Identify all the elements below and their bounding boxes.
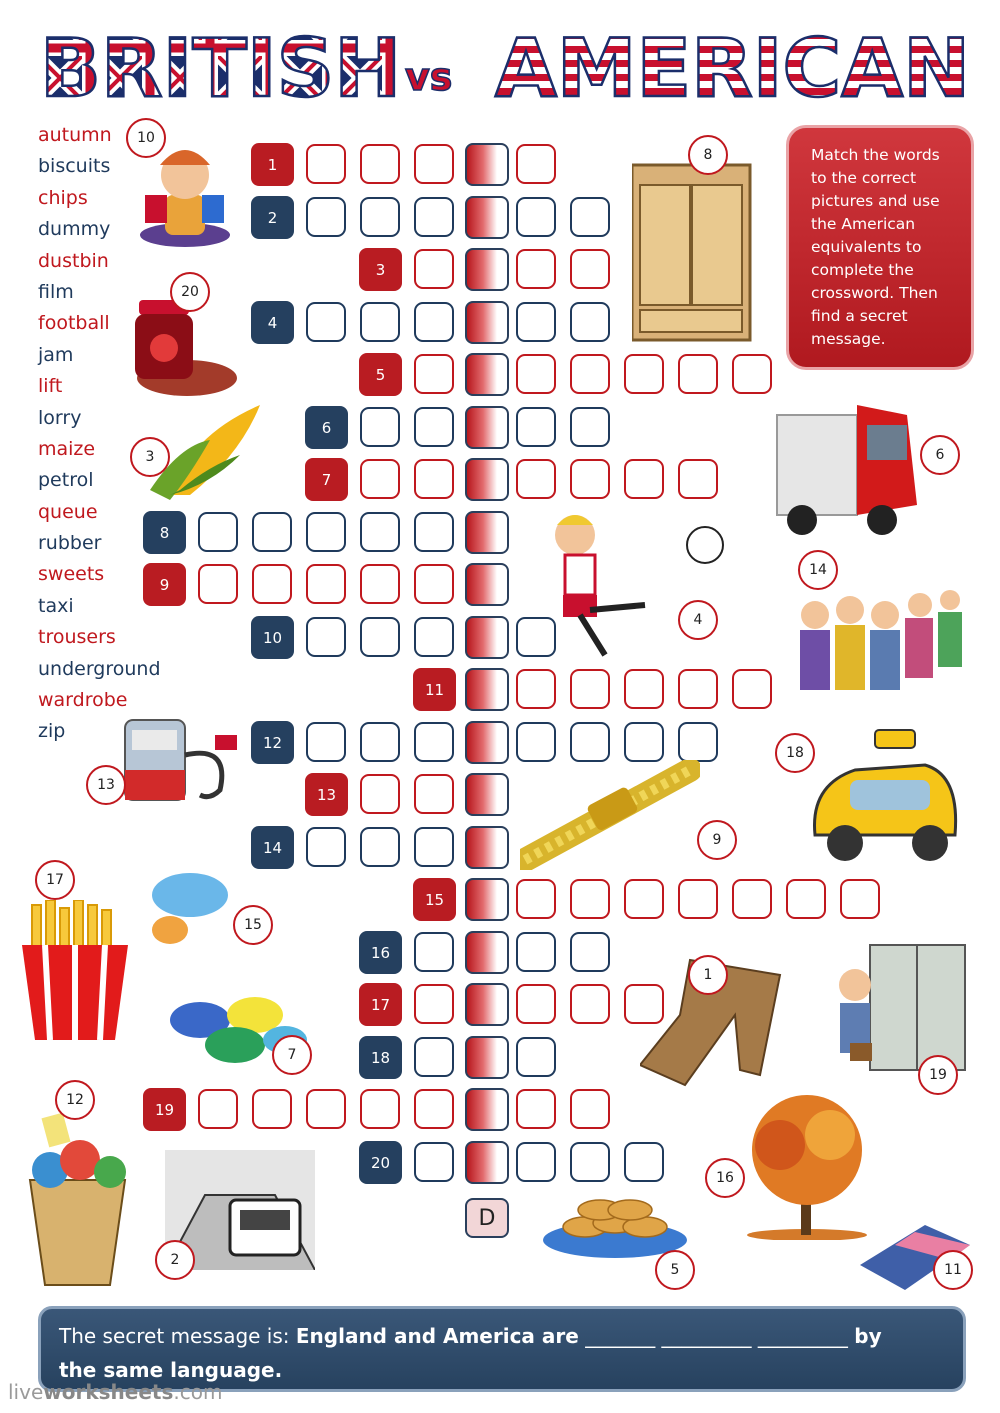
- letter-cell[interactable]: [570, 249, 610, 289]
- secret-letter-cell[interactable]: [465, 1036, 509, 1079]
- clue-number: 13: [305, 773, 348, 816]
- letter-cell[interactable]: [516, 932, 556, 972]
- word-list-item: wardrobe: [38, 689, 128, 712]
- word-list-item: dustbin: [38, 249, 109, 272]
- secret-message-prefix: The secret message is:: [59, 1324, 296, 1348]
- letter-cell[interactable]: [678, 459, 718, 499]
- letter-cell[interactable]: [306, 564, 346, 604]
- letter-cell[interactable]: [516, 144, 556, 184]
- letter-cell[interactable]: [516, 669, 556, 709]
- secret-letter-cell[interactable]: [465, 511, 509, 554]
- picture-number-badge: 17: [35, 860, 75, 900]
- letter-cell[interactable]: [198, 564, 238, 604]
- word-list-item: maize: [38, 437, 96, 460]
- word-list-item: rubber: [38, 532, 102, 555]
- letter-cell[interactable]: [624, 879, 664, 919]
- letter-cell[interactable]: [516, 249, 556, 289]
- letter-cell[interactable]: [360, 512, 400, 552]
- picture-number-badge: 14: [798, 550, 838, 590]
- lift-picture: [830, 925, 970, 1075]
- letter-cell[interactable]: [570, 984, 610, 1024]
- letter-cell[interactable]: [516, 302, 556, 342]
- picture-number-badge: 2: [155, 1240, 195, 1280]
- letter-cell[interactable]: [360, 774, 400, 814]
- clue-number: 12: [251, 721, 294, 764]
- letter-cell[interactable]: [360, 1089, 400, 1129]
- letter-cell[interactable]: [360, 144, 400, 184]
- wardrobe-picture: [632, 160, 752, 342]
- letter-cell[interactable]: [516, 197, 556, 237]
- letter-cell[interactable]: [624, 354, 664, 394]
- title-vs: vs: [405, 55, 453, 99]
- letter-cell[interactable]: [360, 827, 400, 867]
- clue-number: 5: [359, 353, 402, 396]
- word-list-item: queue: [38, 500, 98, 523]
- letter-cell[interactable]: [414, 722, 454, 762]
- letter-cell[interactable]: [516, 1089, 556, 1129]
- clue-number: 8: [143, 511, 186, 554]
- letter-cell[interactable]: [732, 669, 772, 709]
- letter-cell[interactable]: [360, 407, 400, 447]
- clue-number: 18: [359, 1036, 402, 1079]
- letter-cell[interactable]: [414, 354, 454, 394]
- letter-cell[interactable]: [198, 512, 238, 552]
- letter-cell[interactable]: [624, 669, 664, 709]
- secret-letter-cell[interactable]: [465, 248, 509, 291]
- letter-cell[interactable]: [570, 407, 610, 447]
- letter-cell[interactable]: [360, 564, 400, 604]
- zip-picture: [520, 760, 700, 870]
- picture-number-badge: 6: [920, 435, 960, 475]
- letter-cell[interactable]: [306, 302, 346, 342]
- letter-cell[interactable]: [306, 512, 346, 552]
- letter-cell[interactable]: [786, 879, 826, 919]
- word-list-item: biscuits: [38, 155, 111, 178]
- letter-cell[interactable]: [570, 459, 610, 499]
- title-american: AMERICAN: [495, 22, 971, 113]
- word-list-item: zip: [38, 720, 66, 743]
- secret-letter-cell[interactable]: [465, 196, 509, 239]
- letter-cell[interactable]: [516, 722, 556, 762]
- secret-letter-cell[interactable]: [465, 773, 509, 816]
- letter-cell[interactable]: [306, 722, 346, 762]
- letter-cell[interactable]: [516, 984, 556, 1024]
- clue-number: 15: [413, 878, 456, 921]
- picture-number-badge: 20: [170, 272, 210, 312]
- letter-cell[interactable]: [414, 984, 454, 1024]
- letter-cell[interactable]: [732, 879, 772, 919]
- secret-message-blanks[interactable]: _______ _________ _________: [585, 1324, 848, 1348]
- secret-letter-cell[interactable]: [465, 721, 509, 764]
- word-list-item: lift: [38, 375, 63, 398]
- letter-cell[interactable]: [414, 774, 454, 814]
- picture-number-badge: 1: [688, 955, 728, 995]
- letter-cell[interactable]: [570, 932, 610, 972]
- picture-number-badge: 4: [678, 600, 718, 640]
- secret-letter-cell[interactable]: [465, 143, 509, 186]
- picture-number-badge: 10: [126, 118, 166, 158]
- secret-letter-cell[interactable]: [465, 878, 509, 921]
- secret-letter-cell[interactable]: [465, 458, 509, 501]
- secret-letter-cell[interactable]: [465, 668, 509, 711]
- secret-letter-cell[interactable]: [465, 616, 509, 659]
- picture-number-badge: 19: [918, 1055, 958, 1095]
- letter-cell[interactable]: [414, 512, 454, 552]
- picture-number-badge: 15: [233, 905, 273, 945]
- clue-number: 11: [413, 668, 456, 711]
- letter-cell[interactable]: [516, 354, 556, 394]
- letter-cell[interactable]: [360, 722, 400, 762]
- picture-number-badge: 8: [688, 135, 728, 175]
- clue-number: 4: [251, 301, 294, 344]
- truck-picture: [772, 395, 922, 545]
- picture-number-badge: 13: [86, 765, 126, 805]
- letter-cell[interactable]: [732, 354, 772, 394]
- clue-number: 3: [359, 248, 402, 291]
- letter-cell[interactable]: [570, 879, 610, 919]
- footer-live: live: [8, 1380, 44, 1404]
- letter-cell[interactable]: [414, 932, 454, 972]
- letter-cell[interactable]: [678, 879, 718, 919]
- letter-cell[interactable]: [840, 879, 880, 919]
- letter-cell[interactable]: [414, 827, 454, 867]
- picture-number-badge: 18: [775, 733, 815, 773]
- secret-letter-cell[interactable]: [465, 1088, 509, 1131]
- word-list-item: chips: [38, 186, 88, 209]
- letter-cell[interactable]: [252, 1089, 292, 1129]
- letter-cell[interactable]: [516, 407, 556, 447]
- letter-cell[interactable]: [252, 564, 292, 604]
- letter-cell[interactable]: [414, 1142, 454, 1182]
- word-list-item: trousers: [38, 626, 116, 649]
- letter-cell[interactable]: [624, 1142, 664, 1182]
- clue-number: 7: [305, 458, 348, 501]
- word-list-item: lorry: [38, 406, 82, 429]
- clue-number: 6: [305, 406, 348, 449]
- corn-picture: [150, 395, 280, 505]
- worksheet-title: [0, 18, 1000, 113]
- letter-cell[interactable]: [360, 459, 400, 499]
- word-list-item: jam: [38, 343, 74, 366]
- letter-cell[interactable]: [414, 249, 454, 289]
- letter-cell[interactable]: [570, 1089, 610, 1129]
- boy-popcorn-picture: [140, 140, 235, 250]
- footer-brand: [8, 1380, 222, 1404]
- letter-cell[interactable]: [414, 302, 454, 342]
- secret-letter-cell[interactable]: [465, 301, 509, 344]
- footer-worksheets: worksheets: [43, 1380, 174, 1404]
- letter-cell[interactable]: [414, 564, 454, 604]
- word-list-item: dummy: [38, 218, 111, 241]
- word-list-item: underground: [38, 657, 161, 680]
- secret-letter-cell[interactable]: [465, 1141, 509, 1184]
- letter-cell[interactable]: [570, 302, 610, 342]
- letter-cell[interactable]: [360, 617, 400, 657]
- footer-tail: .com: [173, 1380, 223, 1404]
- letter-cell[interactable]: [624, 459, 664, 499]
- secret-letter-cell[interactable]: [465, 826, 509, 869]
- autumn-tree-picture: [745, 1090, 870, 1240]
- letter-cell[interactable]: [306, 144, 346, 184]
- picture-number-badge: 3: [130, 437, 170, 477]
- word-list-item: football: [38, 312, 110, 335]
- secret-message-main: England and America are: [295, 1324, 579, 1348]
- letter-cell[interactable]: [198, 1089, 238, 1129]
- letter-cell[interactable]: [252, 512, 292, 552]
- letter-cell[interactable]: [678, 354, 718, 394]
- letter-cell[interactable]: [414, 459, 454, 499]
- picture-number-badge: 5: [655, 1250, 695, 1290]
- clue-number: 14: [251, 826, 294, 869]
- picture-number-badge: 7: [272, 1035, 312, 1075]
- letter-cell[interactable]: [516, 879, 556, 919]
- clue-number: 9: [143, 563, 186, 606]
- picture-number-badge: 11: [933, 1250, 973, 1290]
- letter-cell[interactable]: [570, 197, 610, 237]
- secret-letter-cell[interactable]: [465, 563, 509, 606]
- letter-cell[interactable]: [516, 1142, 556, 1182]
- clue-number: 2: [251, 196, 294, 239]
- clue-number: 1: [251, 143, 294, 186]
- letter-cell[interactable]: [414, 407, 454, 447]
- taxi-picture: [805, 725, 965, 870]
- spine-last-cell[interactable]: D: [465, 1198, 509, 1238]
- letter-cell[interactable]: [414, 197, 454, 237]
- clue-number: 16: [359, 931, 402, 974]
- secret-message-line2: the same language.: [59, 1358, 283, 1382]
- letter-cell[interactable]: [306, 197, 346, 237]
- letter-cell[interactable]: [624, 722, 664, 762]
- title-british: BRITISH: [40, 22, 402, 113]
- picture-number-badge: 9: [697, 820, 737, 860]
- letter-cell[interactable]: [570, 354, 610, 394]
- letter-cell[interactable]: [570, 669, 610, 709]
- letter-cell[interactable]: [516, 459, 556, 499]
- letter-cell[interactable]: [306, 617, 346, 657]
- picture-number-badge: 16: [705, 1158, 745, 1198]
- word-list-item: autumn: [38, 124, 112, 146]
- letter-cell[interactable]: [678, 722, 718, 762]
- letter-cell[interactable]: [306, 827, 346, 867]
- letter-cell[interactable]: [414, 617, 454, 657]
- chips-picture: [20, 900, 130, 1045]
- letter-cell[interactable]: [414, 144, 454, 184]
- clue-number: 20: [359, 1141, 402, 1184]
- dummy-picture: [145, 865, 235, 950]
- instructions-text: Match the words to the correct pictures and use the American equivalents to complete the crossword. Then find a secret message.: [811, 146, 940, 348]
- word-list-item: petrol: [38, 469, 94, 492]
- word-list-item: film: [38, 280, 74, 303]
- letter-cell[interactable]: [678, 669, 718, 709]
- letter-cell[interactable]: [360, 302, 400, 342]
- letter-cell[interactable]: [570, 1142, 610, 1182]
- clue-number: 17: [359, 983, 402, 1026]
- secret-message-by: by: [854, 1324, 882, 1348]
- petrol-pump-picture: [120, 715, 245, 805]
- instructions-box: [786, 125, 974, 370]
- clue-number: 10: [251, 616, 294, 659]
- clue-number: 19: [143, 1088, 186, 1131]
- letter-cell[interactable]: [414, 1037, 454, 1077]
- secret-letter-cell[interactable]: [465, 353, 509, 396]
- letter-cell[interactable]: [570, 722, 610, 762]
- letter-cell[interactable]: [360, 197, 400, 237]
- secret-letter-cell[interactable]: [465, 931, 509, 974]
- secret-letter-cell[interactable]: [465, 983, 509, 1026]
- letter-cell[interactable]: [306, 1089, 346, 1129]
- letter-cell[interactable]: [516, 1037, 556, 1077]
- word-list-item: taxi: [38, 594, 74, 617]
- picture-number-badge: 12: [55, 1080, 95, 1120]
- word-list-item: sweets: [38, 563, 105, 586]
- secret-letter-cell[interactable]: [465, 406, 509, 449]
- letter-cell[interactable]: [414, 1089, 454, 1129]
- dustbin-picture: [15, 1110, 145, 1290]
